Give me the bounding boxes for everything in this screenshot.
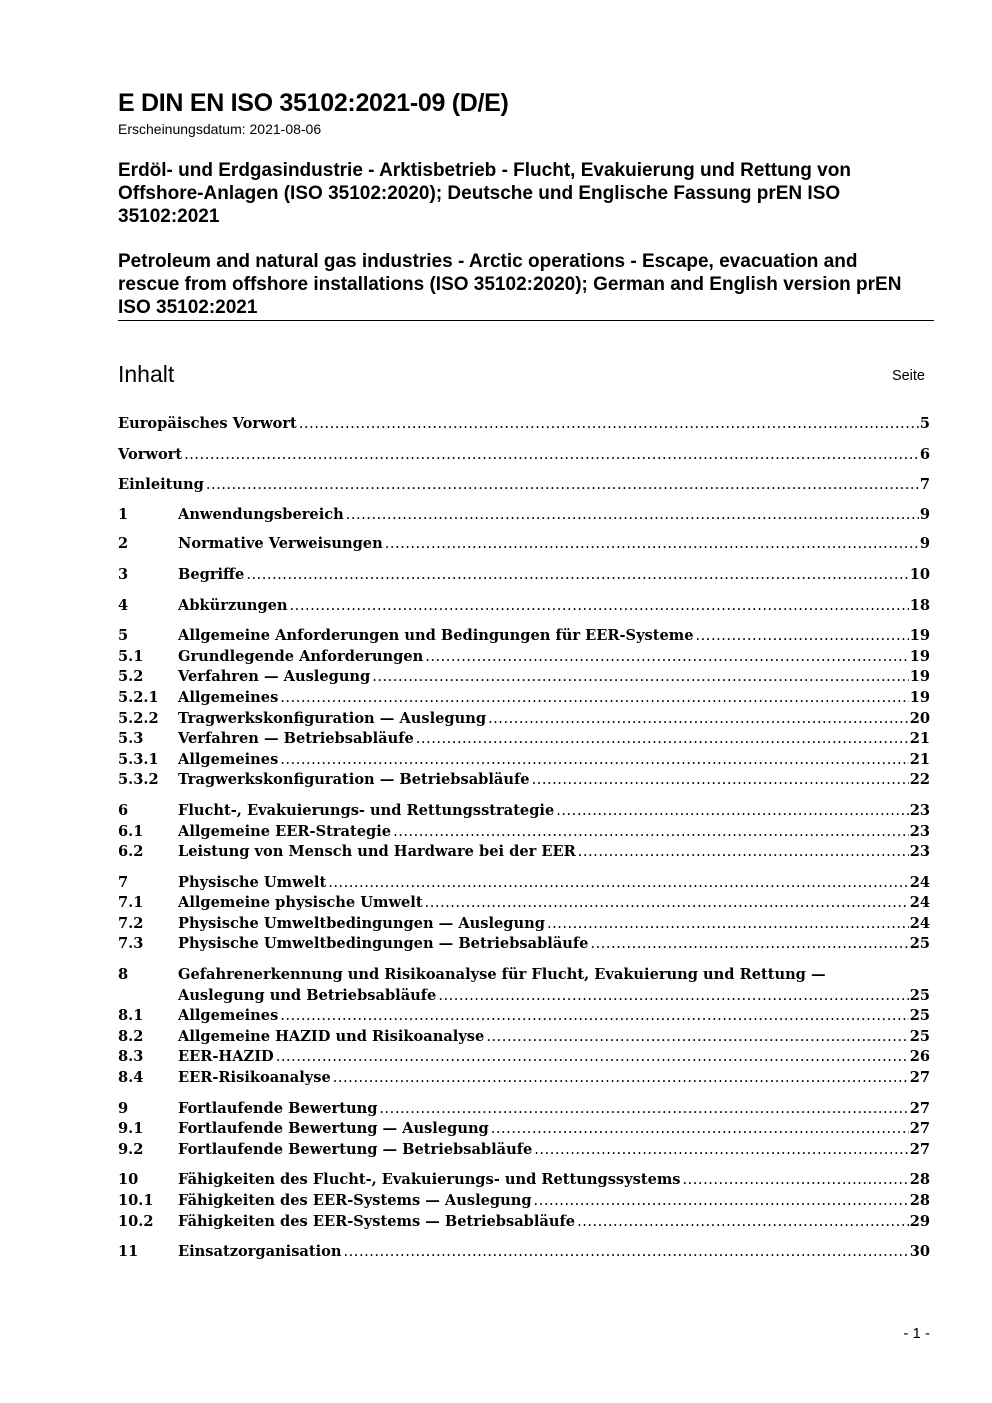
toc-leader-dots bbox=[280, 750, 908, 771]
toc-entry[interactable] bbox=[118, 1119, 930, 1140]
toc-entry-title: Fortlaufende Bewertung — Auslegung bbox=[178, 1119, 491, 1140]
toc-entry-page: 29 bbox=[909, 1212, 930, 1233]
toc-entry-number: 5.1 bbox=[118, 647, 144, 665]
toc-entry-page: 23 bbox=[909, 842, 930, 863]
toc-leader-dots bbox=[590, 934, 908, 955]
toc-leader-dots bbox=[333, 1068, 909, 1089]
toc-entry-page: 5 bbox=[919, 414, 930, 435]
toc-entry-number: 6.1 bbox=[118, 822, 144, 840]
toc-entry-page: 26 bbox=[909, 1047, 930, 1068]
toc-entry-page: 7 bbox=[919, 475, 930, 496]
toc-entry-page: 28 bbox=[909, 1191, 930, 1212]
toc-entry[interactable] bbox=[118, 729, 930, 750]
toc-entry-page: 25 bbox=[909, 934, 930, 955]
toc-entry-number: 5.3.2 bbox=[118, 771, 159, 789]
toc-entry-number: 10.1 bbox=[118, 1192, 154, 1209]
toc-entry-number: 8.4 bbox=[118, 1069, 144, 1087]
toc-leader-dots bbox=[385, 534, 919, 555]
toc-entry-number: 7.1 bbox=[118, 894, 144, 912]
toc-entry-page: 19 bbox=[909, 667, 930, 688]
toc-entry-title: Einleitung bbox=[118, 475, 206, 496]
toc-entry[interactable] bbox=[118, 914, 930, 935]
toc-leader-dots bbox=[577, 1212, 909, 1233]
toc-entry-title: Allgemeine EER-Strategie bbox=[178, 822, 393, 843]
toc-entry[interactable] bbox=[118, 801, 930, 822]
toc-entry[interactable] bbox=[118, 688, 930, 709]
toc-entry-page: 21 bbox=[909, 729, 930, 750]
toc-entry[interactable] bbox=[118, 1212, 930, 1233]
toc-leader-dots bbox=[425, 893, 909, 914]
toc-entry-page: 19 bbox=[909, 647, 930, 668]
toc-entry-number: 9 bbox=[118, 1099, 129, 1117]
toc-entry-page: 19 bbox=[909, 626, 930, 647]
toc-entry[interactable] bbox=[118, 873, 930, 894]
toc-leader-dots bbox=[547, 914, 909, 935]
toc-leader-dots bbox=[372, 667, 908, 688]
toc-heading: Inhalt bbox=[118, 361, 175, 387]
toc-entry-number: 8.1 bbox=[118, 1007, 144, 1025]
toc-entry-title: Fortlaufende Bewertung bbox=[178, 1099, 379, 1120]
toc-entry-page: 21 bbox=[909, 750, 930, 771]
toc-leader-dots bbox=[486, 1027, 908, 1048]
toc-entry[interactable] bbox=[118, 505, 930, 526]
toc-entry-title: Physische Umweltbedingungen — Betriebsabläufe bbox=[178, 934, 590, 955]
toc-entry-continuation[interactable] bbox=[118, 986, 930, 1007]
header-divider bbox=[118, 320, 934, 321]
toc-entry-title: Flucht-, Evakuierungs- und Rettungsstrategie bbox=[178, 801, 556, 822]
toc-entry[interactable] bbox=[118, 842, 930, 863]
toc-entry[interactable] bbox=[118, 565, 930, 586]
toc-entry-title: Europäisches Vorwort bbox=[118, 414, 299, 435]
toc-entry-title: EER-Risikoanalyse bbox=[178, 1068, 333, 1089]
toc-entry-title: Fähigkeiten des EER-Systems — Auslegung bbox=[178, 1191, 534, 1212]
toc-entry-page: 27 bbox=[909, 1140, 930, 1161]
toc-entry-title: Allgemeines bbox=[178, 1006, 280, 1027]
toc-entry-number: 2 bbox=[118, 535, 129, 553]
toc-entry-page: 19 bbox=[909, 688, 930, 709]
toc-entry[interactable] bbox=[118, 445, 930, 466]
toc-leader-dots bbox=[246, 565, 908, 586]
title-german: Erdöl- und Erdgasindustrie - Arktisbetrieb - Flucht, Evakuierung und Rettung von Offshore-Anlagen (ISO 35102:2020); Deutsche und Englische Fassung prEN ISO 35102:2021 bbox=[118, 160, 851, 227]
toc-entry[interactable] bbox=[118, 1068, 930, 1089]
toc-entry-title: Leistung von Mensch und Hardware bei der EER bbox=[178, 842, 578, 863]
toc-entry-number: 11 bbox=[118, 1243, 139, 1261]
toc-entry[interactable] bbox=[118, 667, 930, 688]
toc-leader-dots bbox=[534, 1191, 909, 1212]
toc-entry-title: Allgemeines bbox=[178, 750, 280, 771]
toc-leader-dots bbox=[532, 770, 909, 791]
page-column-label: Seite bbox=[891, 368, 925, 384]
toc-leader-dots bbox=[696, 626, 909, 647]
toc-entry-title: Allgemeine HAZID und Risikoanalyse bbox=[178, 1027, 486, 1048]
toc-entry-page: 23 bbox=[909, 801, 930, 822]
title-english: Petroleum and natural gas industries - Arctic operations - Escape, evacuation and rescue from offshore installations (ISO 35102:2020); German and English version prEN ISO 35102:2021 bbox=[118, 251, 902, 318]
toc-entry-title: Grundlegende Anforderungen bbox=[178, 647, 425, 668]
toc-entry-title: Vorwort bbox=[118, 445, 184, 466]
toc-entry-number: 6 bbox=[118, 801, 129, 819]
toc-entry[interactable] bbox=[118, 1140, 930, 1161]
toc-leader-dots bbox=[344, 1242, 909, 1263]
toc-leader-dots bbox=[184, 445, 919, 466]
toc-entry-page: 20 bbox=[909, 709, 930, 730]
toc-entry-page: 27 bbox=[909, 1068, 930, 1089]
toc-entry[interactable] bbox=[118, 414, 930, 435]
toc-entry-title: Begriffe bbox=[178, 565, 246, 586]
toc-entry-title: Einsatzorganisation bbox=[178, 1242, 344, 1263]
toc-entry[interactable] bbox=[118, 893, 930, 914]
toc-leader-dots bbox=[488, 709, 909, 730]
toc-entry-title: Normative Verweisungen bbox=[178, 534, 385, 555]
toc-entry-page: 10 bbox=[909, 565, 930, 586]
toc-leader-dots bbox=[438, 986, 908, 1007]
toc-leader-dots bbox=[206, 475, 919, 496]
toc-entry-page: 27 bbox=[909, 1099, 930, 1120]
toc-leader-dots bbox=[276, 1047, 909, 1068]
toc-entry[interactable] bbox=[118, 596, 930, 617]
toc-leader-dots bbox=[280, 1006, 908, 1027]
toc-entry-title: Allgemeines bbox=[178, 688, 280, 709]
toc-entry-title: Tragwerkskonfiguration — Auslegung bbox=[178, 709, 488, 730]
toc-entry-number: 5 bbox=[118, 627, 129, 645]
toc-entry-title: EER-HAZID bbox=[178, 1047, 276, 1068]
publication-date: Erscheinungsdatum: 2021-08-06 bbox=[118, 121, 322, 137]
toc-entry-title: Tragwerkskonfiguration — Betriebsabläufe bbox=[178, 770, 532, 791]
toc-entry[interactable] bbox=[118, 965, 930, 986]
toc-entry-title: Anwendungsbereich bbox=[178, 505, 346, 526]
toc-leader-dots bbox=[379, 1099, 908, 1120]
toc-entry-title: Physische Umwelt bbox=[178, 873, 328, 894]
toc-entry-number: 10 bbox=[118, 1171, 139, 1189]
toc-leader-dots bbox=[346, 505, 919, 526]
toc-leader-dots bbox=[491, 1119, 909, 1140]
toc-entry-title: Verfahren — Auslegung bbox=[178, 667, 372, 688]
toc-entry-number: 5.2.2 bbox=[118, 709, 159, 727]
document-id: E DIN EN ISO 35102:2021-09 (D/E) bbox=[118, 89, 509, 117]
toc-entry[interactable] bbox=[118, 750, 930, 771]
toc-entry[interactable] bbox=[118, 1099, 930, 1120]
toc-leader-dots bbox=[393, 822, 909, 843]
toc-leader-dots bbox=[556, 801, 908, 822]
toc-entry-page: 24 bbox=[909, 893, 930, 914]
toc-entry-title: Abkürzungen bbox=[178, 596, 290, 617]
toc-leader-dots bbox=[328, 873, 908, 894]
toc-entry-page: 18 bbox=[909, 596, 930, 617]
toc-entry-number: 7 bbox=[118, 873, 129, 891]
toc-entry-page: 25 bbox=[909, 1006, 930, 1027]
toc-entry-title: Gefahrenerkennung und Risikoanalyse für Flucht, Evakuierung und Rettung — bbox=[178, 966, 826, 984]
toc-entry-number: 1 bbox=[118, 505, 129, 523]
toc-entry-page: 22 bbox=[909, 770, 930, 791]
toc-entry-title: Physische Umweltbedingungen — Auslegung bbox=[178, 914, 547, 935]
toc-leader-dots bbox=[416, 729, 909, 750]
toc-entry-number: 10.2 bbox=[118, 1212, 154, 1230]
toc-entry[interactable] bbox=[118, 709, 930, 730]
toc-entry-page: 23 bbox=[909, 822, 930, 843]
toc-leader-dots bbox=[578, 842, 909, 863]
toc-entry-page: 27 bbox=[909, 1119, 930, 1140]
toc-entry-page: 9 bbox=[919, 505, 930, 526]
toc-entry-number: 6.2 bbox=[118, 843, 144, 861]
toc-leader-dots bbox=[683, 1170, 909, 1191]
table-of-contents bbox=[118, 414, 930, 1263]
toc-entry[interactable] bbox=[118, 1242, 930, 1263]
toc-entry-number: 5.3 bbox=[118, 730, 144, 748]
toc-entry-page: 24 bbox=[909, 914, 930, 935]
toc-entry-number: 4 bbox=[118, 596, 129, 614]
toc-entry-page: 9 bbox=[919, 534, 930, 555]
toc-entry-number: 7.3 bbox=[118, 935, 144, 953]
toc-entry-page: 6 bbox=[919, 445, 930, 466]
toc-entry-page: 24 bbox=[909, 873, 930, 894]
toc-entry[interactable] bbox=[118, 1047, 930, 1068]
toc-entry-title: Fähigkeiten des EER-Systems — Betriebsabläufe bbox=[178, 1212, 577, 1233]
toc-entry-title: Fähigkeiten des Flucht-, Evakuierungs- und Rettungssystems bbox=[178, 1170, 683, 1191]
toc-entry[interactable] bbox=[118, 475, 930, 496]
toc-entry[interactable] bbox=[118, 534, 930, 555]
toc-entry[interactable] bbox=[118, 1006, 930, 1027]
page-number: - 1 - bbox=[903, 1325, 930, 1342]
toc-entry-page: 25 bbox=[909, 1027, 930, 1048]
toc-leader-dots bbox=[290, 596, 909, 617]
toc-entry-page: 28 bbox=[909, 1170, 930, 1191]
toc-leader-dots bbox=[534, 1140, 908, 1161]
toc-entry-number: 8 bbox=[118, 966, 129, 984]
toc-entry-number: 8.2 bbox=[118, 1027, 144, 1045]
toc-entry[interactable] bbox=[118, 770, 930, 791]
toc-entry-title: Allgemeine physische Umwelt bbox=[178, 893, 425, 914]
toc-entry-number: 5.2.1 bbox=[118, 688, 159, 706]
toc-entry[interactable] bbox=[118, 934, 930, 955]
toc-entry-number: 8.3 bbox=[118, 1048, 144, 1066]
toc-entry[interactable] bbox=[118, 647, 930, 668]
toc-entry-title: Allgemeine Anforderungen und Bedingungen für EER-Systeme bbox=[178, 626, 696, 647]
toc-entry-title: Verfahren — Betriebsabläufe bbox=[178, 729, 416, 750]
toc-leader-dots bbox=[280, 688, 908, 709]
toc-entry-number: 7.2 bbox=[118, 914, 144, 932]
toc-leader-dots bbox=[425, 647, 908, 668]
toc-entry-number: 5.2 bbox=[118, 668, 144, 686]
toc-entry-page: 30 bbox=[909, 1242, 930, 1263]
toc-entry-number: 5.3.1 bbox=[118, 750, 159, 768]
toc-entry[interactable] bbox=[118, 1027, 930, 1048]
toc-entry-number: 3 bbox=[118, 565, 129, 583]
toc-leader-dots bbox=[299, 414, 919, 435]
toc-entry[interactable] bbox=[118, 822, 930, 843]
toc-entry-number: 9.1 bbox=[118, 1120, 144, 1138]
toc-entry[interactable] bbox=[118, 1191, 930, 1212]
toc-entry-title: Fortlaufende Bewertung — Betriebsabläufe bbox=[178, 1140, 534, 1161]
toc-entry[interactable] bbox=[118, 626, 930, 647]
toc-entry-page: 25 bbox=[909, 986, 930, 1007]
toc-entry-number: 9.2 bbox=[118, 1140, 144, 1158]
toc-entry[interactable] bbox=[118, 1170, 930, 1191]
toc-entry-title-cont: Auslegung und Betriebsabläufe bbox=[178, 986, 438, 1007]
